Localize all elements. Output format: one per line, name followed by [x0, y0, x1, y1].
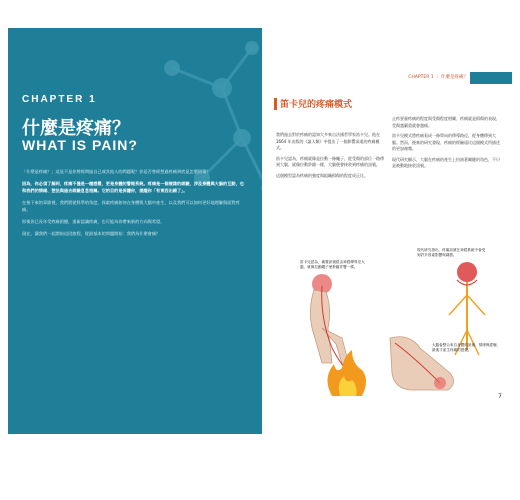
figure-caption: 現代研究指出，疼痛訊號在神經系統中會受到許多因素影響與調節。: [417, 248, 486, 257]
foot-illustration: [380, 328, 460, 398]
left-paragraph: 因為，你必須了解到，疼痛不僅是一種感覺，更是身體的警報系統。疼痛是一個複雜的經驗，涉及身體與大腦的互動，也和我們的情緒、想法與過去經驗息息相關。它的目的是保護你，提醒你「有東西出錯了」。: [22, 181, 244, 193]
left-paragraph: 即使你已長年受疼痛困擾，重新認識疼痛，也可能為你帶來新的方向與希望。: [22, 219, 165, 224]
descartes-figure-illustration: [292, 268, 382, 398]
left-paragraph: 現在，讓我們一起開始這段旅程，從最基本的問題開始：我們為什麼會痛？: [22, 231, 161, 236]
running-header: CHAPTER 1 ｜ 什麼是疼痛？: [408, 75, 468, 80]
section-title: 笛卡兒的疼痛模式: [280, 100, 353, 110]
left-paragraph: 在接下來的章節裡，我們將從科學的角度，探索疼痛如何在身體與大腦中產生，以及我們可以如何更好地理解與面對疼痛。: [22, 200, 240, 212]
left-paragraph: 「什麼是疼痛？」這是不是你曾經問過自己或其他人的問題呢？你是否曾經想過疼痛到底是怎麼回事？: [22, 169, 211, 174]
section-title-marker: [274, 98, 277, 110]
header-color-strip: [470, 72, 512, 84]
page-number: 7: [498, 393, 502, 400]
chapter-title-english: WHAT IS PAIN?: [22, 137, 138, 153]
figure-caption: 大腦會整合來自身體的訊號、情緒與經驗，最後才產生疼痛的感覺。: [432, 343, 501, 352]
body-paragraph: 笛卡兒模式將疼痛看成一條單向的傳導路徑，從身體傳到大腦。然而，後來的研究發現，疼痛的經驗遠比這個模式所描述的更加複雜。: [392, 133, 500, 151]
left-body-text: [22, 168, 248, 242]
body-paragraph: 笛卡兒認為，疼痛就像是拉動一條繩子，從受傷的部位一路傳到大腦，就像拉動鈴鐺一樣，大腦便會接收到疼痛的訊號。: [276, 155, 384, 167]
chapter-title-chinese: 什麼是疼痛？: [22, 118, 130, 139]
left-page: [8, 28, 262, 434]
body-paragraph: 現代研究顯示，大腦在疼痛的產生上扮演著關鍵的角色，不只是被動地接收訊號。: [392, 156, 500, 168]
body-column-right: [392, 116, 500, 174]
right-page: [262, 28, 512, 434]
body-paragraph: 止疼要量疼痛的程度與受傷程度相關，疼痛就是損傷的表現，受傷越嚴重就會越痛。: [392, 116, 500, 128]
chapter-label: CHAPTER 1: [22, 94, 97, 105]
body-column-left: [276, 132, 384, 183]
body-paragraph: 這個模型認為疼痛的強度與組織損傷的程度成正比。: [276, 172, 368, 178]
body-paragraph: 我們過去對於疼痛的認知大多來自法國哲學家笛卡兒。他在 1664 年出版的《論人類》中提出了一個影響深遠的疼痛模式。: [276, 132, 380, 150]
figure-caption: 笛卡兒認為，痛覺訊號經由神經傳導至大腦，就像拉動繩子使鈴鐺作響一樣。: [300, 260, 365, 269]
